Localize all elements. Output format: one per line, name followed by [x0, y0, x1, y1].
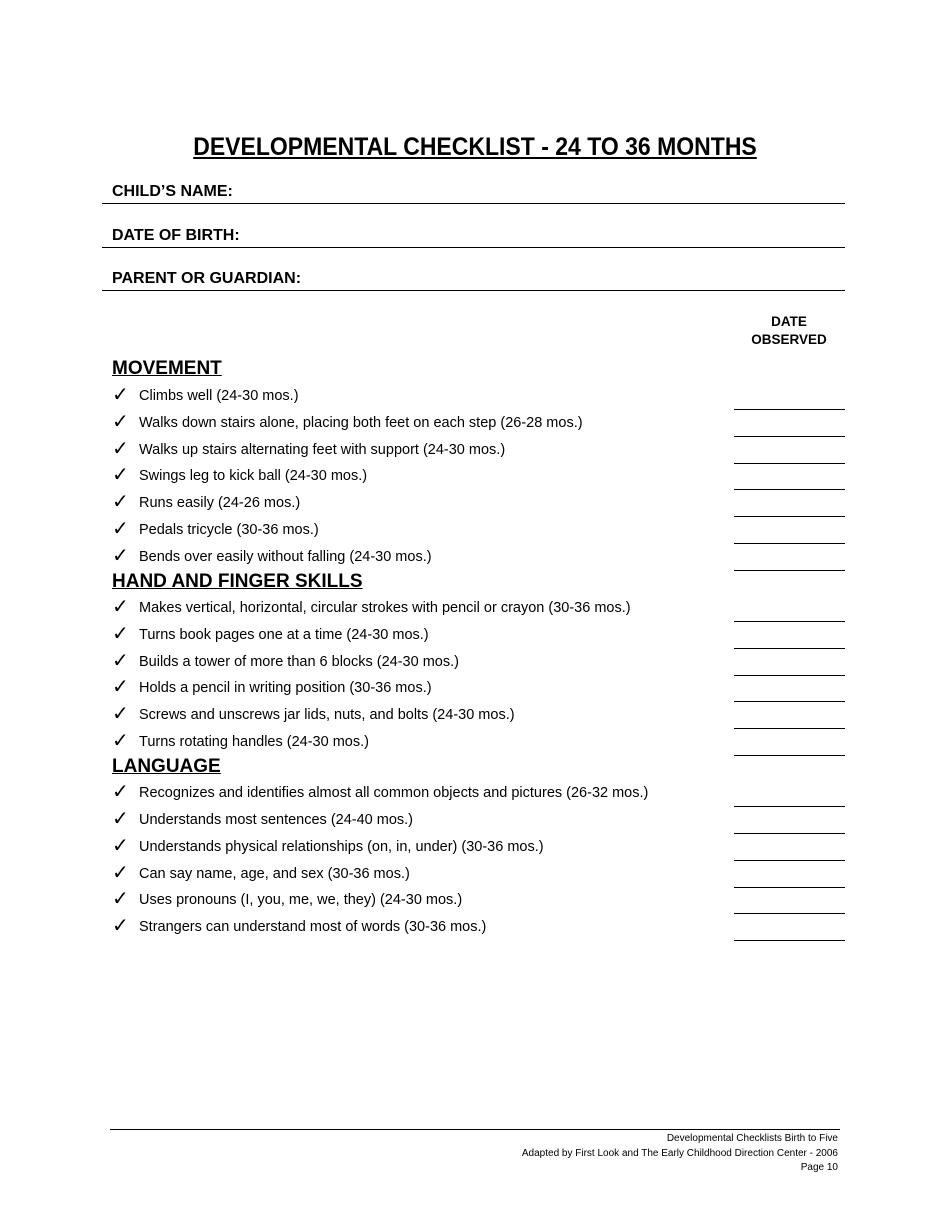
- item-label: Pedals tricycle (30-36 mos.): [139, 522, 319, 538]
- item-label: Walks up stairs alternating feet with support (24-30 mos.): [139, 442, 506, 458]
- checklist-item: [112, 516, 845, 546]
- date-observed-line[interactable]: [734, 570, 845, 571]
- date-observed-line[interactable]: [734, 648, 845, 649]
- parent-guardian-label: PARENT OR GUARDIAN:: [112, 270, 302, 287]
- footer-line-credit: Adapted by First Look and The Early Childhood Direction Center - 2006: [521, 1147, 838, 1159]
- item-label: Can say name, age, and sex (30-36 mos.): [139, 866, 410, 882]
- checklist-item: [112, 621, 845, 651]
- checkmark-icon: ✓: [112, 409, 129, 433]
- checklist-item: [112, 674, 845, 704]
- checklist-item: [112, 913, 845, 943]
- section-heading-movement: MOVEMENT: [112, 358, 222, 379]
- parent-guardian-field[interactable]: [102, 268, 845, 291]
- item-label: Swings leg to kick ball (24-30 mos.): [139, 468, 368, 484]
- date-observed-line[interactable]: [734, 860, 845, 861]
- date-observed-line[interactable]: [734, 701, 845, 702]
- item-label: Turns rotating handles (24-30 mos.): [139, 734, 369, 750]
- date-observed-line[interactable]: [734, 516, 845, 517]
- checkmark-icon: ✓: [112, 779, 129, 803]
- checkmark-icon: ✓: [112, 806, 129, 830]
- date-of-birth-label: DATE OF BIRTH:: [112, 227, 240, 244]
- checkmark-icon: ✓: [112, 833, 129, 857]
- checklist-item: [112, 833, 845, 863]
- date-observed-line[interactable]: [734, 463, 845, 464]
- date-observed-line[interactable]: [734, 940, 845, 941]
- date-observed-line[interactable]: [734, 833, 845, 834]
- checklist-item: [112, 728, 845, 758]
- date-observed-line[interactable]: [734, 806, 845, 807]
- date-observed-line[interactable]: [734, 621, 845, 622]
- date-observed-line[interactable]: [734, 675, 845, 676]
- checkmark-icon: ✓: [112, 516, 129, 540]
- checkmark-icon: ✓: [112, 382, 129, 406]
- item-label: Bends over easily without falling (24-30 mos.): [139, 549, 432, 565]
- checklist-item: [112, 489, 845, 519]
- footer-page-number: Page 10: [800, 1162, 838, 1173]
- checklist-item: [112, 779, 845, 809]
- date-header-line1: DATE: [771, 314, 807, 329]
- checklist-item: [112, 409, 845, 439]
- section-heading-hand-finger: HAND AND FINGER SKILLS: [112, 571, 363, 592]
- checkmark-icon: ✓: [112, 621, 129, 645]
- checkmark-icon: ✓: [112, 701, 129, 725]
- item-label: Uses pronouns (I, you, me, we, they) (24-30 mos.): [139, 892, 463, 908]
- item-label: Holds a pencil in writing position (30-36 mos.): [139, 680, 432, 696]
- checklist-item: [112, 594, 845, 624]
- item-label: Screws and unscrews jar lids, nuts, and bolts (24-30 mos.): [139, 707, 515, 723]
- item-label: Understands most sentences (24-40 mos.): [139, 812, 414, 828]
- checkmark-icon: ✓: [112, 489, 129, 513]
- checklist-item: [112, 886, 845, 916]
- item-label: Makes vertical, horizontal, circular strokes with pencil or crayon (30-36 mos.): [139, 600, 631, 616]
- checkmark-icon: ✓: [112, 913, 129, 937]
- date-observed-header: [740, 313, 838, 349]
- item-label: Turns book pages one at a time (24-30 mos.): [139, 627, 429, 643]
- checklist-item: [112, 382, 845, 412]
- checkmark-icon: ✓: [112, 462, 129, 486]
- date-of-birth-field[interactable]: [102, 225, 845, 248]
- checkmark-icon: ✓: [112, 886, 129, 910]
- checklist-item: [112, 648, 845, 678]
- checkmark-icon: ✓: [112, 860, 129, 884]
- checkmark-icon: ✓: [112, 648, 129, 672]
- checklist-item: [112, 436, 845, 466]
- date-observed-line[interactable]: [734, 489, 845, 490]
- date-header-line2: OBSERVED: [751, 332, 827, 347]
- childs-name-field[interactable]: [102, 181, 845, 204]
- page-footer: [522, 1132, 838, 1176]
- date-observed-line[interactable]: [734, 543, 845, 544]
- checkmark-icon: ✓: [112, 594, 129, 618]
- footer-line-title: Developmental Checklists Birth to Five: [666, 1133, 838, 1144]
- checklist-item: [112, 543, 845, 573]
- checklist-item: [112, 701, 845, 731]
- date-observed-line[interactable]: [734, 728, 845, 729]
- checkmark-icon: ✓: [112, 728, 129, 752]
- item-label: Strangers can understand most of words (30-36 mos.): [139, 919, 487, 935]
- checkmark-icon: ✓: [112, 543, 129, 567]
- item-label: Recognizes and identifies almost all common objects and pictures (26-32 mos.): [139, 785, 649, 801]
- page-title: DEVELOPMENTAL CHECKLIST - 24 TO 36 MONTHS: [193, 133, 757, 161]
- date-observed-line[interactable]: [734, 913, 845, 914]
- checklist-item: [112, 860, 845, 890]
- footer-divider: [110, 1129, 840, 1130]
- date-observed-line[interactable]: [734, 755, 845, 756]
- date-observed-line[interactable]: [734, 436, 845, 437]
- section-heading-language: LANGUAGE: [112, 756, 221, 777]
- date-observed-line[interactable]: [734, 887, 845, 888]
- date-observed-line[interactable]: [734, 409, 845, 410]
- checklist-item: [112, 806, 845, 836]
- checklist-item: [112, 462, 845, 492]
- item-label: Walks down stairs alone, placing both feet on each step (26-28 mos.): [139, 415, 583, 431]
- item-label: Understands physical relationships (on, in, under) (30-36 mos.): [139, 839, 544, 855]
- checkmark-icon: ✓: [112, 436, 129, 460]
- checkmark-icon: ✓: [112, 674, 129, 698]
- item-label: Runs easily (24-26 mos.): [139, 495, 301, 511]
- item-label: Builds a tower of more than 6 blocks (24-30 mos.): [139, 654, 459, 670]
- childs-name-label: CHILD’S NAME:: [112, 183, 233, 200]
- item-label: Climbs well (24-30 mos.): [139, 388, 299, 404]
